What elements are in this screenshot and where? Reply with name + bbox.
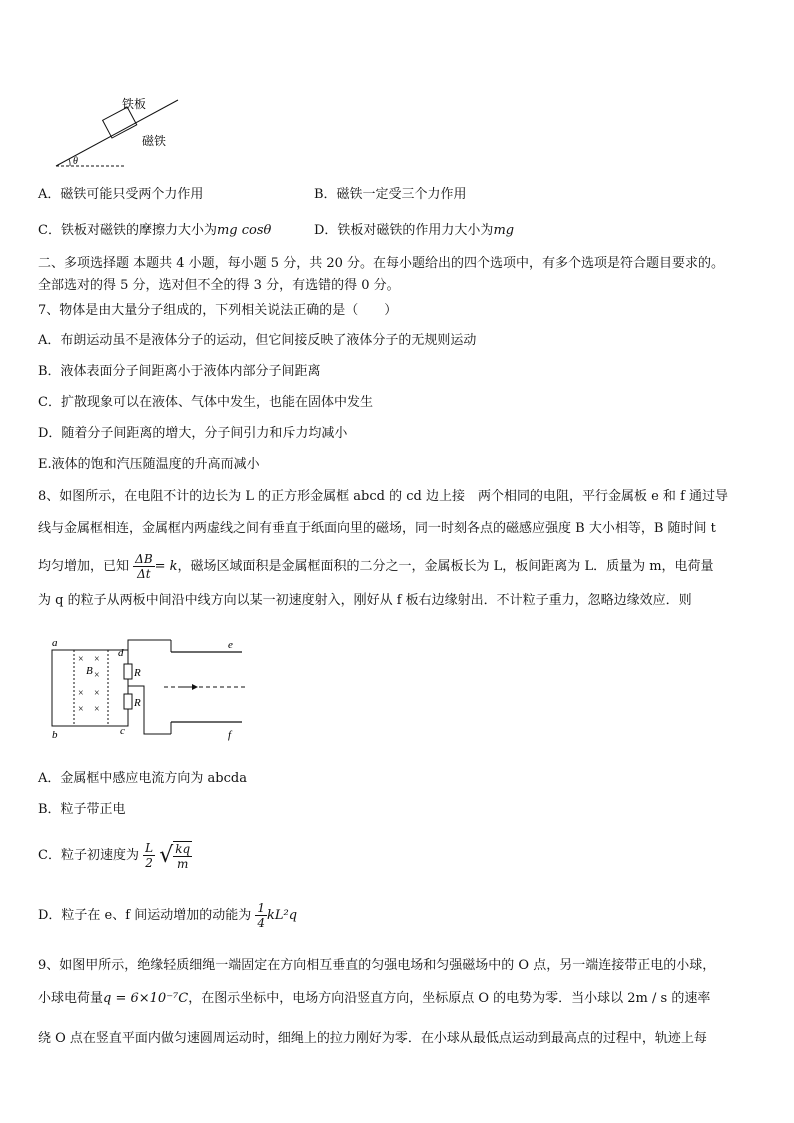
q8-d-expression: kL²q	[266, 908, 298, 923]
q8-line3-pre: 均匀增加，已知	[38, 559, 130, 574]
arrow-head	[192, 684, 198, 690]
q7-option-b: B．液体表面分子间距离小于液体内部分子间距离	[38, 364, 321, 379]
svg-text:×: ×	[78, 654, 84, 665]
section2-line2: 全部选对的得 5 分，选对但不全的得 3 分，有选错的得 0 分。	[38, 278, 400, 293]
plate-f-label: f	[228, 729, 232, 741]
q8-line3-eq: = k	[154, 559, 178, 574]
q8-option-d-text: D．粒子在 e、f 间运动增加的动能为	[38, 908, 252, 923]
sqrt-sign: √	[159, 842, 174, 868]
angle-arc	[69, 159, 70, 166]
svg-text:×: ×	[94, 670, 100, 681]
svg-text:×: ×	[94, 688, 100, 699]
section2-line1: 二、多项选择题 本题共 4 小题，每小题 5 分，共 20 分。在每小题给出的四个选项中，有多个选项是符合题目要求的。	[38, 256, 725, 271]
svg-text:×: ×	[78, 704, 84, 715]
corner-c: c	[120, 725, 125, 737]
q8-option-c-text: C．粒子初速度为	[38, 848, 139, 863]
q9-line2-post: ，在图示坐标中，电场方向沿竖直方向，坐标原点 O 的电势为零．当小球以 2m / s 的速率	[188, 991, 711, 1006]
corner-a: a	[52, 637, 58, 649]
angle-label: θ	[73, 156, 78, 167]
q8-c-fraction: $\frac{L}{2}$	[145, 841, 154, 870]
q6-option-a: A．磁铁可能只受两个力作用	[38, 187, 204, 202]
q8-option-d	[38, 896, 297, 936]
q7-option-c: C．扩散现象可以在液体、气体中发生，也能在固体中发生	[38, 395, 373, 410]
metal-frame	[52, 650, 128, 726]
plate-e-label: e	[228, 639, 233, 651]
q9-stem-line3: 绕 O 点在竖直平面内做匀速圆周运动时，细绳上的拉力刚好为零．在小球从最低点运动到最高点的过程中，轨迹上每	[38, 1031, 707, 1046]
q8-line3-post: ，磁场区域面积是金属框面积的二分之一，金属板长为 L，板间距离为 L．质量为 m，电荷量	[177, 559, 714, 574]
q7-option-e: E.液体的饱和汽压随温度的升高而减小	[38, 457, 260, 472]
dB-dt-fraction	[133, 552, 154, 581]
q8-option-a: A．金属框中感应电流方向为 abcda	[38, 771, 247, 786]
q8-stem-line1: 8、如图所示，在电阻不计的边长为 L 的正方形金属框 abcd 的 cd 边上接 两个相同的电阻，平行金属板 e 和 f 通过导	[38, 489, 729, 504]
resistor-1-label: R	[134, 667, 141, 679]
resistor-2-label: R	[134, 697, 141, 709]
svg-text:×: ×	[94, 654, 100, 665]
magnet-label: 磁铁	[142, 134, 167, 148]
wire-to-f	[128, 686, 171, 734]
field-label-B: B	[86, 665, 93, 677]
q7-stem: 7、物体是由大量分子组成的，下列相关说法正确的是（ ）	[38, 303, 398, 318]
frac-numerator: ΔB	[135, 552, 153, 566]
magnet-block	[103, 107, 137, 138]
corner-b: b	[52, 729, 58, 741]
q9-line2-pre: 小球电荷量	[38, 991, 104, 1006]
circuit-figure	[46, 632, 266, 744]
incline-figure	[50, 92, 190, 172]
q6-option-b: B．磁铁一定受三个力作用	[314, 187, 467, 202]
q8-option-b: B．粒子带正电	[38, 802, 126, 817]
q8-c-sqrt-fraction: $\frac{kq}{m}$	[175, 841, 191, 871]
q6-option-c	[38, 222, 271, 240]
q9-stem-line1: 9、如图甲所示，绝缘轻质细绳一端固定在方向相互垂直的匀强电场和匀强磁场中的 O 点，另一端连接带正电的小球，	[38, 958, 716, 973]
q6-option-d	[314, 222, 514, 240]
q9-stem-line2	[38, 990, 710, 1008]
q7-option-d: D．随着分子间距离的增大，分子间引力和斥力均减小	[38, 426, 348, 441]
resistor-2	[124, 694, 132, 709]
magnetic-field-crosses	[78, 654, 100, 715]
svg-text:×: ×	[78, 688, 84, 699]
q6-option-c-text: C．铁板对磁铁的摩擦力大小为	[38, 223, 217, 238]
q8-option-c	[38, 836, 192, 876]
q6-option-d-text: D．铁板对磁铁的作用力大小为	[314, 223, 494, 238]
q8-stem-line2: 线与金属框相连，金属框内两虚线之间有垂直于纸面向里的磁场，同一时刻各点的磁感应强度 B 大小相等，B 随时间 t	[38, 521, 716, 536]
q9-charge-formula: q = 6×10⁻⁷C	[103, 991, 189, 1006]
wire-to-e	[128, 640, 171, 650]
q8-d-fraction: $\frac{1}{4}$	[257, 901, 265, 930]
svg-text:×: ×	[94, 704, 100, 715]
q7-option-a: A．布朗运动虽不是液体分子的运动，但它间接反映了液体分子的无规则运动	[38, 333, 477, 348]
q8-stem-line3	[38, 552, 714, 581]
q6-option-c-formula: mg cosθ	[216, 223, 272, 238]
frac-denominator: Δt	[137, 567, 151, 581]
q6-option-d-formula: mg	[493, 223, 515, 238]
corner-d: d	[118, 647, 124, 659]
q8-stem-line4: 为 q 的粒子从两板中间沿中线方向以某一初速度射入，刚好从 f 板右边缘射出．不计粒子重力，忽略边缘效应．则	[38, 593, 692, 608]
resistor-1	[124, 664, 132, 679]
plate-label: 铁板	[122, 97, 147, 111]
